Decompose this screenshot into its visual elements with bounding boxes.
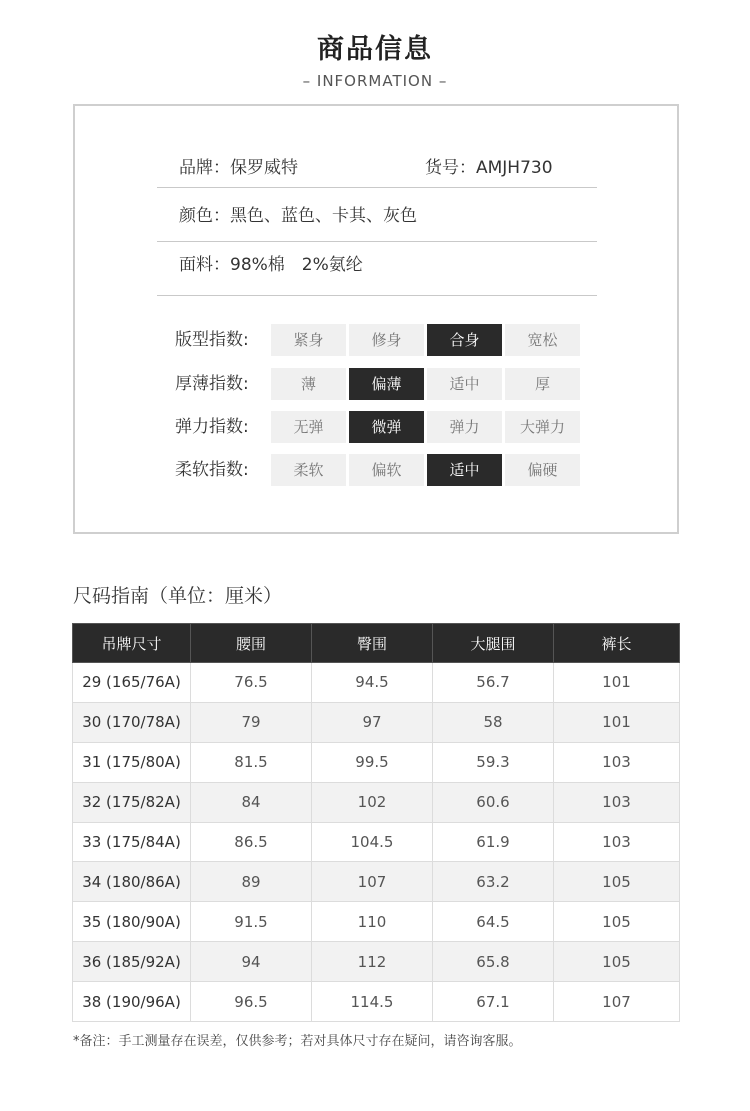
product-info-box: [73, 104, 679, 534]
column-header: 吊牌尺寸: [73, 624, 191, 663]
table-row: [73, 742, 680, 782]
table-cell: 84: [191, 782, 312, 822]
size-table: [72, 623, 680, 1022]
rating-option: 适中: [427, 368, 502, 400]
rating-label: 版型指数:: [175, 330, 249, 350]
table-row: [73, 702, 680, 742]
table-cell: 63.2: [433, 862, 554, 902]
rating-option: 偏薄: [349, 368, 424, 400]
table-cell: 89: [191, 862, 312, 902]
table-cell: 38 (190/96A): [73, 982, 191, 1022]
rating-label: 厚薄指数:: [175, 374, 249, 394]
table-cell: 110: [312, 902, 433, 942]
divider: [157, 295, 597, 296]
rating-option: 宽松: [505, 324, 580, 356]
table-cell: 102: [312, 782, 433, 822]
table-cell: 114.5: [312, 982, 433, 1022]
table-cell: 103: [554, 782, 680, 822]
table-cell: 32 (175/82A): [73, 782, 191, 822]
table-row: [73, 782, 680, 822]
table-cell: 34 (180/86A): [73, 862, 191, 902]
table-cell: 86.5: [191, 822, 312, 862]
rating-option: 偏软: [349, 454, 424, 486]
divider: [157, 187, 597, 188]
table-cell: 30 (170/78A): [73, 702, 191, 742]
rating-option: 无弹: [271, 411, 346, 443]
page-title: 商品信息: [317, 34, 433, 65]
table-cell: 76.5: [191, 663, 312, 703]
table-cell: 101: [554, 702, 680, 742]
color-row: 颜色：黑色、蓝色、卡其、灰色: [179, 206, 417, 226]
rating-option: 柔软: [271, 454, 346, 486]
table-cell: 59.3: [433, 742, 554, 782]
table-cell: 105: [554, 902, 680, 942]
table-cell: 58: [433, 702, 554, 742]
rating-option: 弹力: [427, 411, 502, 443]
section-header: [0, 32, 750, 91]
rating-option: 合身: [427, 324, 502, 356]
rating-option: 厚: [505, 368, 580, 400]
table-row: [73, 942, 680, 982]
fabric-row: 面料：98%棉 2%氨纶: [179, 255, 363, 275]
rating-option: 适中: [427, 454, 502, 486]
table-cell: 79: [191, 702, 312, 742]
table-cell: 81.5: [191, 742, 312, 782]
table-cell: 99.5: [312, 742, 433, 782]
table-row: [73, 862, 680, 902]
table-cell: 91.5: [191, 902, 312, 942]
column-header: 大腿围: [433, 624, 554, 663]
footnote: *备注：手工测量存在误差，仅供参考；若对具体尺寸存在疑问，请咨询客服。: [73, 1034, 522, 1049]
table-cell: 60.6: [433, 782, 554, 822]
table-row: [73, 902, 680, 942]
page-subtitle: – INFORMATION –: [302, 72, 448, 90]
rating-option: 紧身: [271, 324, 346, 356]
table-cell: 64.5: [433, 902, 554, 942]
table-cell: 103: [554, 742, 680, 782]
column-header: 臀围: [312, 624, 433, 663]
table-cell: 33 (175/84A): [73, 822, 191, 862]
rating-option: 大弹力: [505, 411, 580, 443]
rating-label: 弹力指数:: [175, 417, 249, 437]
table-cell: 105: [554, 862, 680, 902]
table-header-row: [73, 624, 680, 663]
table-cell: 61.9: [433, 822, 554, 862]
table-cell: 36 (185/92A): [73, 942, 191, 982]
table-row: [73, 822, 680, 862]
size-guide-title: 尺码指南（单位：厘米）: [73, 585, 283, 607]
table-cell: 94: [191, 942, 312, 982]
rating-label: 柔软指数:: [175, 460, 249, 480]
table-cell: 112: [312, 942, 433, 982]
table-cell: 97: [312, 702, 433, 742]
rating-option: 微弹: [349, 411, 424, 443]
column-header: 腰围: [191, 624, 312, 663]
table-cell: 56.7: [433, 663, 554, 703]
table-cell: 29 (165/76A): [73, 663, 191, 703]
rating-option: 修身: [349, 324, 424, 356]
table-row: [73, 982, 680, 1022]
table-cell: 104.5: [312, 822, 433, 862]
column-header: 裤长: [554, 624, 680, 663]
rating-option: 偏硬: [505, 454, 580, 486]
table-cell: 103: [554, 822, 680, 862]
table-cell: 101: [554, 663, 680, 703]
table-cell: 107: [554, 982, 680, 1022]
table-cell: 35 (180/90A): [73, 902, 191, 942]
table-cell: 105: [554, 942, 680, 982]
brand-row: 品牌：保罗威特: [179, 158, 298, 178]
divider: [157, 241, 597, 242]
table-cell: 67.1: [433, 982, 554, 1022]
table-cell: 31 (175/80A): [73, 742, 191, 782]
model-number-row: 货号：AMJH730: [425, 158, 553, 178]
table-cell: 94.5: [312, 663, 433, 703]
rating-option: 薄: [271, 368, 346, 400]
table-cell: 107: [312, 862, 433, 902]
table-row: [73, 663, 680, 703]
table-cell: 65.8: [433, 942, 554, 982]
table-cell: 96.5: [191, 982, 312, 1022]
